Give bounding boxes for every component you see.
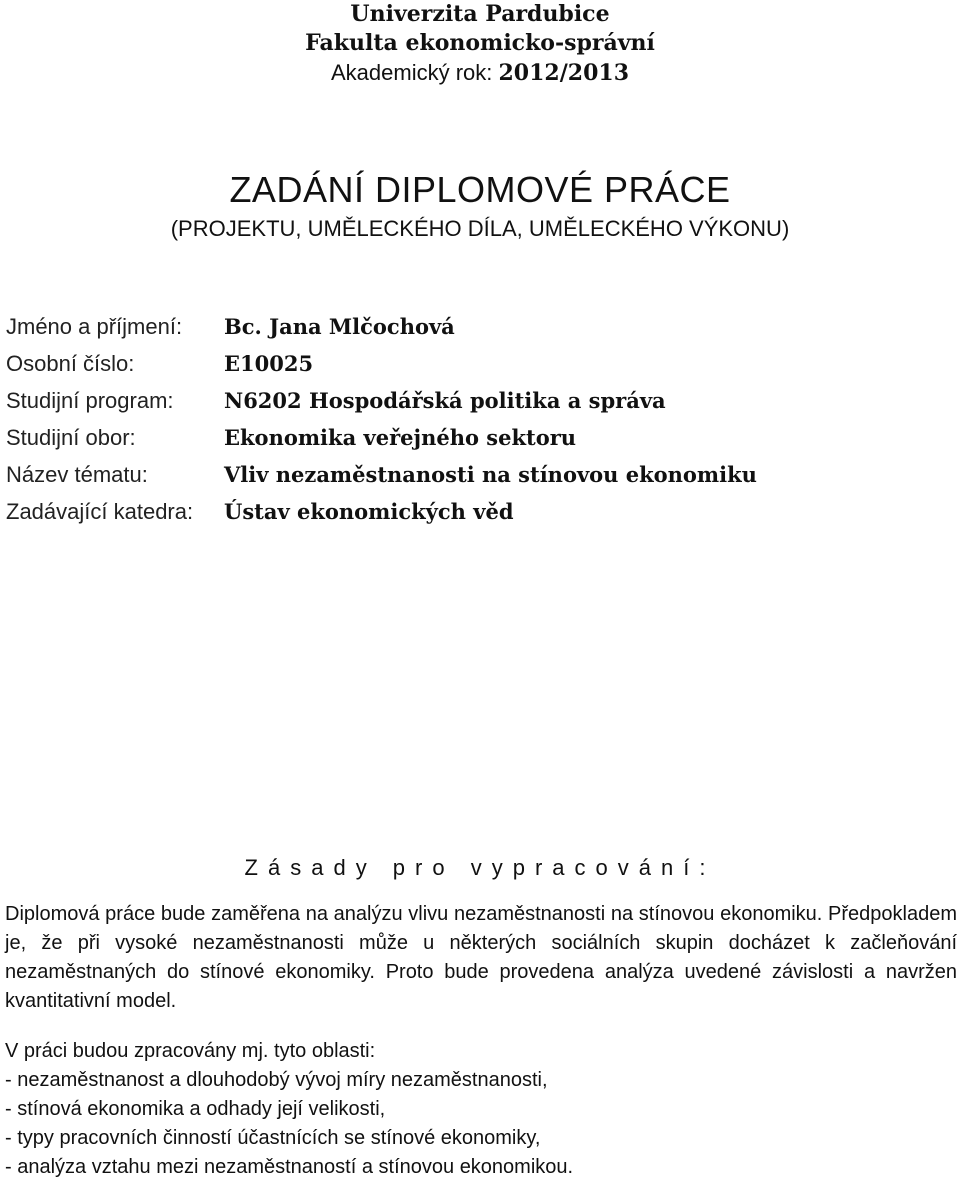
info-label: Studijní program:: [6, 387, 174, 413]
info-value: Ekonomika veřejného sektoru: [224, 425, 577, 450]
academic-year-label: Akademický rok:: [330, 60, 493, 85]
info-row-study-program: [6, 382, 956, 419]
info-value: Vliv nezaměstnanosti na stínovou ekonomiku: [224, 462, 757, 487]
info-row-department: [6, 493, 956, 530]
list-item: - analýza vztahu mezi nezaměstnaností a stínovou ekonomikou.: [5, 1156, 574, 1178]
info-label: Studijní obor:: [6, 424, 136, 450]
university-name: Univerzita Pardubice: [350, 1, 610, 27]
principles-body: [5, 900, 957, 1182]
list-item: - stínová ekonomika a odhady její velikosti,: [5, 1098, 386, 1120]
info-value: Ústav ekonomických věd: [224, 499, 514, 524]
info-value: Bc. Jana Mlčochová: [224, 314, 455, 339]
info-label: Zadávající katedra:: [6, 498, 194, 524]
academic-year: [0, 58, 960, 88]
areas-list-intro: V práci budou zpracovány mj. tyto oblasti:: [5, 1040, 376, 1062]
info-label: Jméno a příjmení:: [6, 313, 183, 339]
page-title: ZADÁNÍ DIPLOMOVÉ PRÁCE: [229, 169, 731, 210]
info-row-study-field: [6, 419, 956, 456]
info-row-topic: [6, 456, 956, 493]
areas-list: [5, 1037, 957, 1182]
principles-paragraph: Diplomová práce bude zaměřena na analýzu vlivu nezaměstnanosti na stínovou ekonomiku. Předpokladem je, že při vysoké nezaměstnanosti může u některých sociálních skupin docházet k začleňování nezaměstnaných do stínové ekonomiky. Proto bude provedena analýza uvedené závislosti a navržen kvantitativní model.: [5, 903, 957, 1012]
academic-year-value: 2012/2013: [498, 60, 629, 86]
info-row-name: [6, 308, 956, 345]
principles-heading: Zásady pro vypracování:: [244, 855, 716, 880]
info-value: N6202 Hospodářská politika a správa: [224, 388, 666, 413]
info-row-personal-number: [6, 345, 956, 382]
page-subtitle: (PROJEKTU, UMĚLECKÉHO DÍLA, UMĚLECKÉHO VÝKONU): [170, 216, 790, 241]
list-item: - nezaměstnanost a dlouhodobý vývoj míry nezaměstnanosti,: [5, 1069, 548, 1091]
info-value: E10025: [224, 351, 314, 376]
faculty-name: Fakulta ekonomicko-správní: [305, 30, 655, 56]
info-label: Osobní číslo:: [6, 350, 135, 376]
info-label: Název tématu:: [6, 461, 148, 487]
document-header: [0, 0, 960, 88]
info-table: [6, 308, 956, 530]
title-block: [0, 166, 960, 244]
list-item: - typy pracovních činností účastnících se stínové ekonomiky,: [5, 1127, 541, 1149]
